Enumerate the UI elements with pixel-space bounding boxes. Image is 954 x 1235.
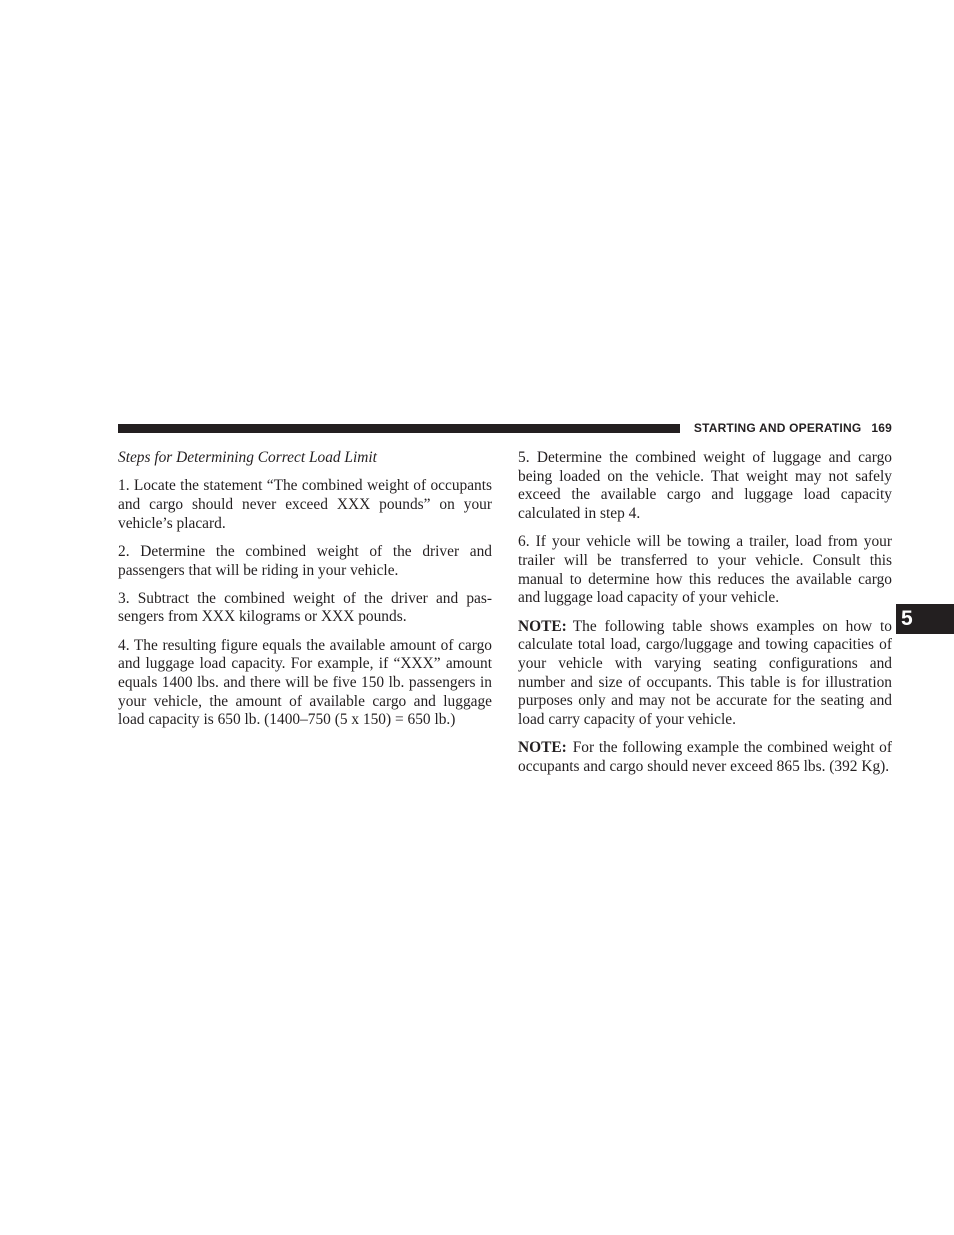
page-number: 169 [871, 421, 892, 435]
right-column [518, 449, 892, 786]
step-4-paragraph: 4. The resulting figure equals the available amount of cargo and luggage load capacity. For example, if “XXX” amount equals 1400 lbs. and there will be five 150 lb. passengers in your vehicle, the amount of available cargo and luggage load capacity is 650 lb. (1400–750 (5 x 150) = 650 lb.) [118, 636, 492, 729]
note-label: NOTE: [518, 617, 567, 635]
note-text: For the following example the combined weight of occupants and cargo should never exceed 865 lbs. (392 Kg). [518, 739, 892, 776]
step-5-paragraph: 5. Determine the combined weight of luggage and cargo being loaded on the vehicle. That weight may not safely exceed the available cargo and luggage load capacity calculated in step 4. [518, 449, 892, 523]
step-1-paragraph: 1. Locate the statement “The combined weight of occupants and cargo should never exceed XXX pounds” on your vehicle’s placard. [118, 477, 492, 532]
note-paragraph [518, 618, 892, 730]
step-3-paragraph: 3. Subtract the combined weight of the driver and passengers from XXX kilograms or XXX pounds. [118, 589, 492, 626]
note-text: The following table shows examples on how to calculate total load, cargo/luggage and towing capacities of your vehicle with varying seating configurations and number and size of occupants. This table is for illustration purposes only and may not be accurate for the seating and load carry capacity of your vehicle. [518, 617, 892, 729]
running-header [680, 420, 892, 436]
left-column [118, 449, 492, 740]
note-label: NOTE: [518, 739, 567, 757]
header-rule [118, 424, 680, 433]
chapter-tab: 5 [896, 604, 954, 634]
note-paragraph [518, 739, 892, 776]
step-6-paragraph: 6. If your vehicle will be towing a trailer, load from your trailer will be transferred to your vehicle. Consult this manual to determine how this reduces the available cargo and luggage load capacity of your vehicle. [518, 533, 892, 607]
section-heading: Steps for Determining Correct Load Limit [118, 449, 377, 466]
section-title: STARTING AND OPERATING [693, 421, 862, 435]
step-2-paragraph: 2. Determine the combined weight of the driver and passengers that will be riding in your vehicle. [118, 542, 492, 579]
